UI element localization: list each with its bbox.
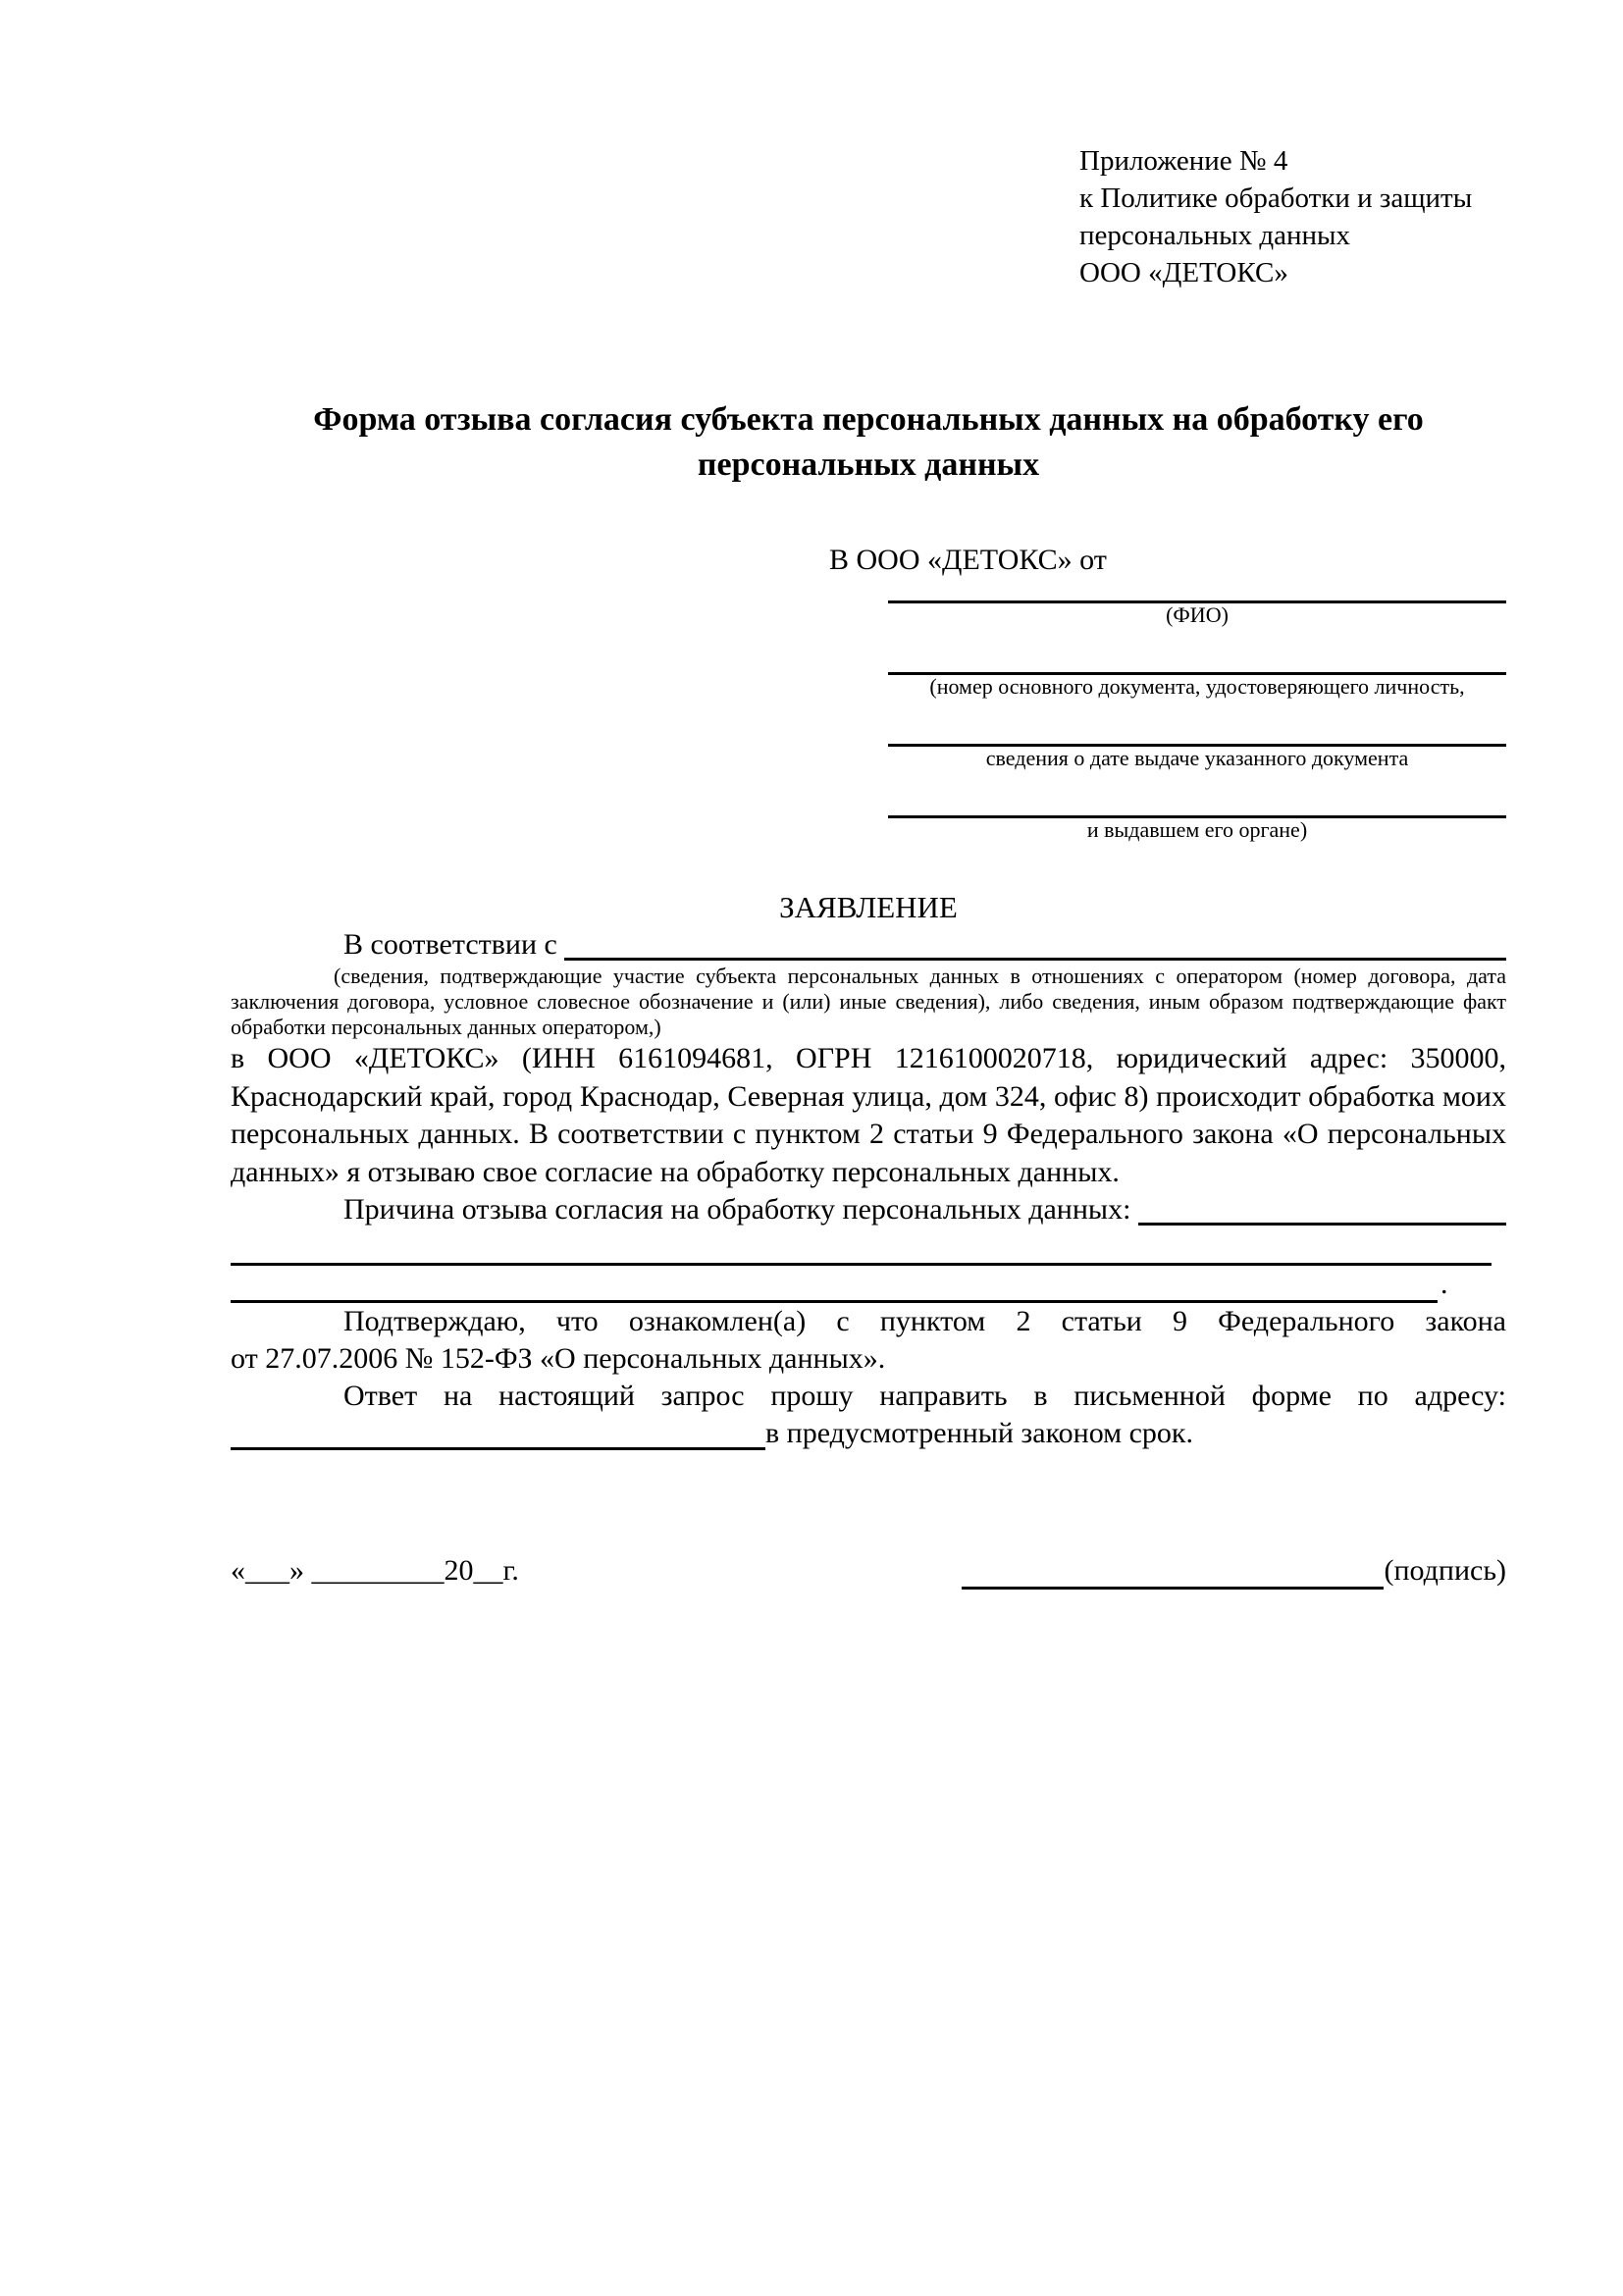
fio-field bbox=[888, 579, 1506, 627]
reply-line-2-suffix: в предусмотренный законом срок. bbox=[765, 1417, 1193, 1449]
date-line: «___» _________20__г. bbox=[231, 1554, 519, 1587]
addressee-to-line: В ООО «ДЕТОКС» от bbox=[829, 544, 1107, 576]
signature-blank-line bbox=[962, 1551, 1384, 1590]
date-signature-row bbox=[231, 1550, 1506, 1590]
reason-blank-row-2-line bbox=[231, 1266, 1438, 1303]
document-number-blank-line bbox=[888, 651, 1506, 675]
document-issuer-field bbox=[888, 794, 1506, 842]
document-issuer-caption: и выдавшем его органе) bbox=[1086, 817, 1308, 842]
appendix-header-block bbox=[1079, 142, 1506, 291]
reply-line-1: Ответ на настоящий запрос прошу направить в письменной форме по адресу: bbox=[343, 1380, 1506, 1412]
body-paragraph: в ООО «ДЕТОКС» (ИНН 6161094681, ОГРН 1216100020718, юридический адрес: 350000, Краснодарский край, город Краснодар, Северная улица, дом 324, офис 8) происходит обработка моих персональных данных. В соответствии с пунктом 2 статьи 9 Федерального закона «О персональных данных» я отзываю свое согласие на обработку персональных данных. bbox=[231, 1042, 1506, 1188]
statement-heading: ЗАЯВЛЕНИЕ bbox=[779, 890, 958, 924]
reason-prefix: Причина отзыва согласия на обработку персональных данных: bbox=[343, 1193, 1138, 1226]
appendix-header-line: ООО «ДЕТОКС» bbox=[1079, 257, 1288, 288]
appendix-header-line: Приложение № 4 bbox=[1079, 145, 1288, 177]
signature-caption: (подпись) bbox=[1384, 1554, 1506, 1587]
intro-blank-line bbox=[564, 926, 1506, 961]
reason-blank-line bbox=[1138, 1191, 1506, 1226]
document-content bbox=[231, 142, 1506, 1590]
document-issue-date-field bbox=[888, 722, 1506, 770]
confirm-line-1: Подтверждаю, что ознакомлен(а) с пунктом 2 статьи 9 Федерального закона bbox=[343, 1305, 1506, 1337]
signature-group bbox=[962, 1551, 1506, 1590]
fio-blank-line bbox=[888, 579, 1506, 603]
document-issuer-blank-line bbox=[888, 794, 1506, 818]
appendix-header-line: персональных данных bbox=[1079, 220, 1351, 251]
fio-caption: (ФИО) bbox=[1166, 602, 1229, 627]
intro-prefix: В соответствии с bbox=[343, 928, 565, 961]
reply-line-2 bbox=[231, 1415, 1506, 1452]
reason-blank-row-1 bbox=[231, 1228, 1492, 1266]
fine-print-note: (сведения, подтверждающие участие субъекта персональных данных в отношениях с оператором (номер договора, дата заключения договора, условное словесное обозначение и (или) иные сведения), либо сведения, иным образом подтверждающие факт обработки персональных данных оператором,) bbox=[231, 964, 1506, 1039]
reason-blank-row-2 bbox=[231, 1266, 1506, 1303]
confirm-line-2: от 27.07.2006 № 152-ФЗ «О персональных данных». bbox=[231, 1342, 886, 1375]
addressee-block bbox=[829, 542, 1506, 842]
document-issue-date-caption: сведения о дате выдаче указанного документа bbox=[985, 746, 1409, 770]
reply-address-blank-line bbox=[231, 1415, 765, 1450]
appendix-header-line: к Политике обработки и защиты bbox=[1079, 183, 1473, 214]
document-title: Форма отзыва согласия субъекта персональных данных на обработку его персональных данных bbox=[313, 401, 1424, 483]
reason-blank-row-2-period: . bbox=[1440, 1268, 1448, 1300]
document-number-field bbox=[888, 651, 1506, 699]
document-number-caption: (номер основного документа, удостоверяющего личность, bbox=[929, 674, 1465, 699]
document-issue-date-blank-line bbox=[888, 722, 1506, 747]
intro-line bbox=[231, 926, 1506, 964]
reason-line bbox=[231, 1191, 1506, 1228]
